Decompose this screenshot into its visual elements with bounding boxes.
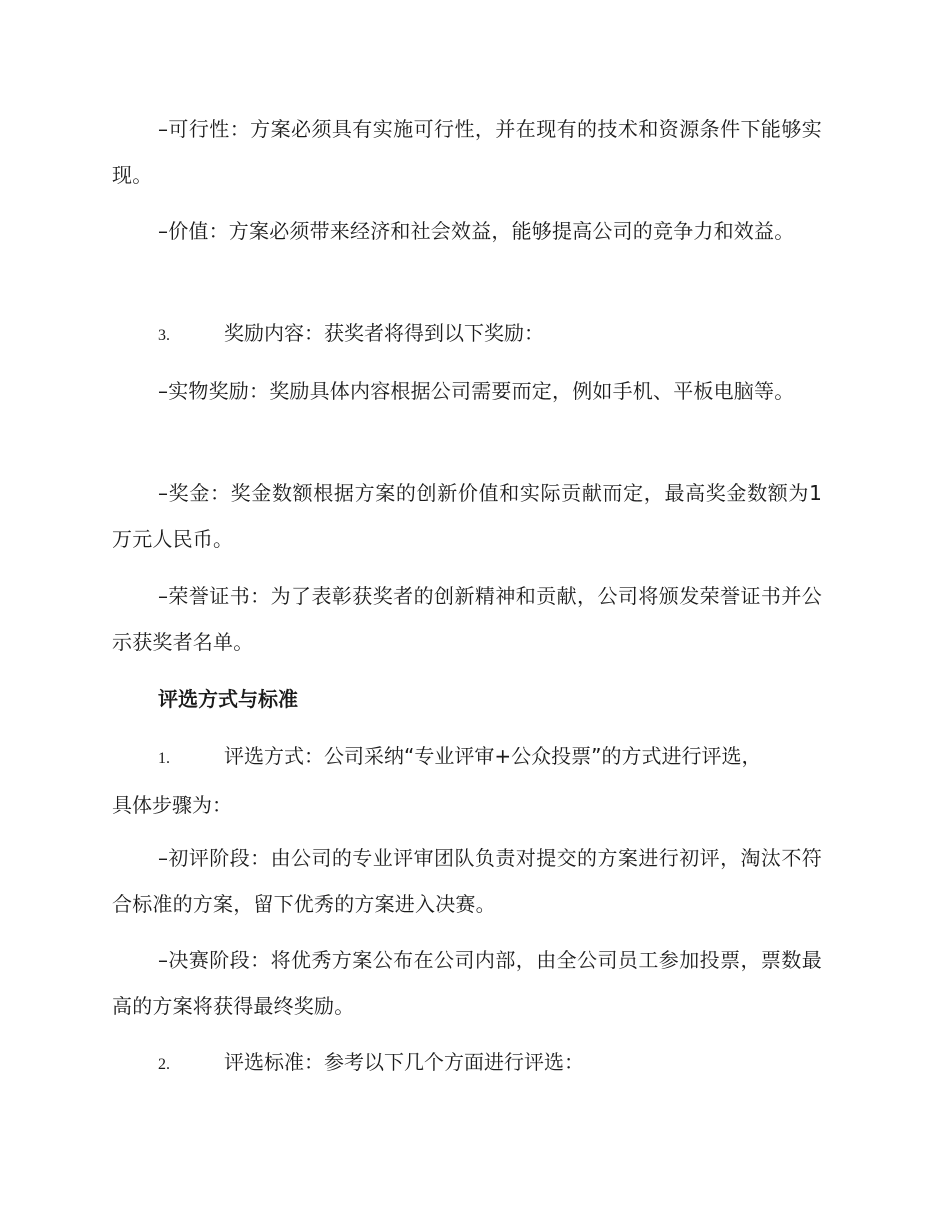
paragraph-feasibility: –可行性：方案必须具有实施可行性，并在现有的技术和资源条件下能够实现。 (112, 117, 822, 187)
list-item-reward-content (112, 310, 822, 359)
section-heading: 评选方式与标准 (158, 687, 298, 711)
list-number: 3. (158, 327, 170, 344)
list-text: 评选标准：参考以下几个方面进行评选： (224, 1050, 584, 1074)
paragraph-value: –价值：方案必须带来经济和社会效益，能够提高公司的竞争力和效益。 (158, 219, 795, 243)
list-text: 评选方式：公司采纳“专业评审+公众投票”的方式进行评选， (224, 744, 762, 768)
paragraph-honor-certificate: –荣誉证书：为了表彰获奖者的创新精神和贡献，公司将颁发荣誉证书并公示获奖者名单。 (112, 584, 822, 654)
list-item-first-line (112, 733, 822, 782)
list-number: 2. (158, 1056, 170, 1073)
list-text: 奖励内容：获奖者将得到以下奖励： (224, 321, 544, 345)
list-item-selection-criteria (112, 1039, 822, 1088)
paragraph-bonus: –奖金：奖金数额根据方案的创新价值和实际贡献而定，最高奖金数额为1万元人民币。 (112, 481, 822, 551)
list-item-selection-method (112, 733, 822, 828)
paragraph-final-stage: –决赛阶段：将优秀方案公布在公司内部，由全公司员工参加投票，票数最高的方案将获得最终奖励。 (112, 948, 822, 1018)
list-number: 1. (158, 750, 170, 767)
paragraph-preliminary-stage: –初评阶段：由公司的专业评审团队负责对提交的方案进行初评，淘汰不符合标准的方案，留下优秀的方案进入决赛。 (112, 846, 822, 916)
paragraph-physical-reward: –实物奖励：奖励具体内容根据公司需要而定，例如手机、平板电脑等。 (158, 379, 795, 403)
list-text-continuation: 具体步骤为： (112, 793, 232, 817)
